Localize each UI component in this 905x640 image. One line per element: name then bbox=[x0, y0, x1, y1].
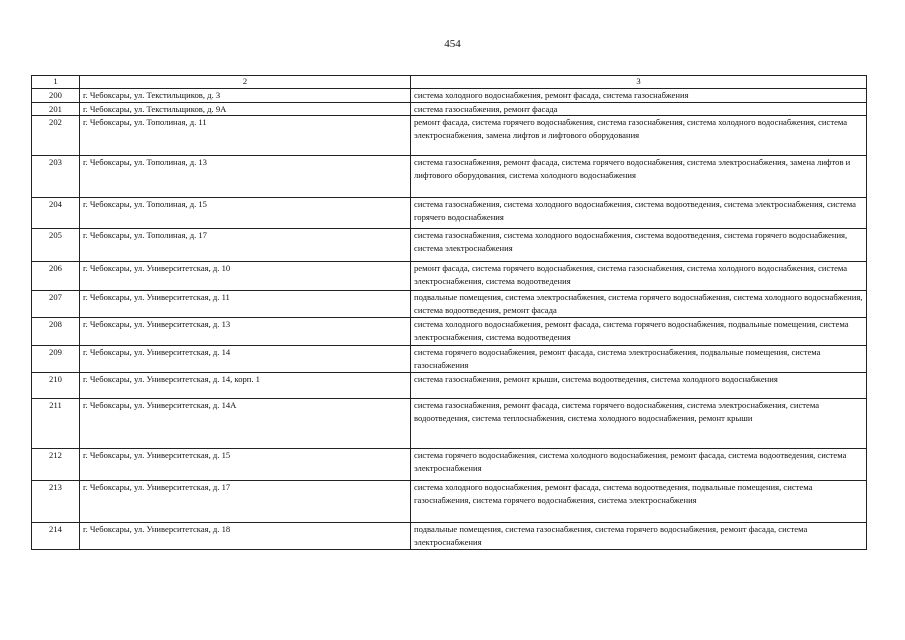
table-row bbox=[32, 346, 867, 373]
row-works: система газоснабжения, ремонт крыши, система водоотведения, система холодного водоснабжения bbox=[411, 373, 867, 399]
row-address: г. Чебоксары, ул. Текстильщиков, д. 9А bbox=[80, 102, 411, 116]
row-number: 207 bbox=[32, 291, 80, 318]
row-number: 201 bbox=[32, 102, 80, 116]
row-works: подвальные помещения, система электроснабжения, система горячего водоснабжения, система холодного водоснабжения, система водоотведения, ремонт фасада bbox=[411, 291, 867, 318]
table-row bbox=[32, 89, 867, 103]
column-header-2: 2 bbox=[80, 76, 411, 89]
row-works: подвальные помещения, система газоснабжения, система горячего водоснабжения, ремонт фасада, система электроснабжения bbox=[411, 523, 867, 550]
row-works: система газоснабжения, ремонт фасада, система горячего водоснабжения, система электроснабжения, система водоотведения, система теплоснабжения, система холодного водоснабжения, ремонт крыши bbox=[411, 399, 867, 449]
table-row bbox=[32, 262, 867, 291]
row-number: 205 bbox=[32, 229, 80, 262]
row-number: 209 bbox=[32, 346, 80, 373]
row-address: г. Чебоксары, ул. Университетская, д. 11 bbox=[80, 291, 411, 318]
row-number: 214 bbox=[32, 523, 80, 550]
table-row bbox=[32, 156, 867, 198]
row-number: 210 bbox=[32, 373, 80, 399]
address-works-table bbox=[31, 75, 867, 550]
row-address: г. Чебоксары, ул. Тополиная, д. 13 bbox=[80, 156, 411, 198]
row-works: система газоснабжения, система холодного водоснабжения, система водоотведения, система электроснабжения, система горячего водоснабжения bbox=[411, 198, 867, 229]
table-row bbox=[32, 373, 867, 399]
table-row bbox=[32, 523, 867, 550]
row-address: г. Чебоксары, ул. Университетская, д. 14 bbox=[80, 346, 411, 373]
row-works: система горячего водоснабжения, ремонт фасада, система электроснабжения, подвальные помещения, система газоснабжения bbox=[411, 346, 867, 373]
table-header-row bbox=[32, 76, 867, 89]
row-address: г. Чебоксары, ул. Университетская, д. 14А bbox=[80, 399, 411, 449]
row-number: 213 bbox=[32, 481, 80, 523]
row-number: 200 bbox=[32, 89, 80, 103]
table-row bbox=[32, 481, 867, 523]
row-works: система холодного водоснабжения, ремонт фасада, система водоотведения, подвальные помещения, система газоснабжения, система горячего водоснабжения, система электроснабжения bbox=[411, 481, 867, 523]
row-number: 206 bbox=[32, 262, 80, 291]
row-works: система газоснабжения, ремонт фасада bbox=[411, 102, 867, 116]
row-works: система горячего водоснабжения, система холодного водоснабжения, ремонт фасада, система водоотведения, система электроснабжения bbox=[411, 449, 867, 481]
row-address: г. Чебоксары, ул. Университетская, д. 15 bbox=[80, 449, 411, 481]
table-row bbox=[32, 102, 867, 116]
row-address: г. Чебоксары, ул. Тополиная, д. 17 bbox=[80, 229, 411, 262]
row-number: 202 bbox=[32, 116, 80, 156]
row-works: система газоснабжения, ремонт фасада, система горячего водоснабжения, система электроснабжения, замена лифтов и лифтового оборудования, система холодного водоснабжения bbox=[411, 156, 867, 198]
row-works: ремонт фасада, система горячего водоснабжения, система газоснабжения, система холодного водоснабжения, система электроснабжения, замена лифтов и лифтового оборудования bbox=[411, 116, 867, 156]
row-number: 203 bbox=[32, 156, 80, 198]
column-header-1: 1 bbox=[32, 76, 80, 89]
row-number: 211 bbox=[32, 399, 80, 449]
row-address: г. Чебоксары, ул. Тополиная, д. 15 bbox=[80, 198, 411, 229]
row-works: система холодного водоснабжения, ремонт фасада, система горячего водоснабжения, подвальные помещения, система электроснабжения, система водоотведения bbox=[411, 318, 867, 346]
row-works: система холодного водоснабжения, ремонт фасада, система газоснабжения bbox=[411, 89, 867, 103]
row-address: г. Чебоксары, ул. Университетская, д. 14, корп. 1 bbox=[80, 373, 411, 399]
table-row bbox=[32, 291, 867, 318]
row-address: г. Чебоксары, ул. Университетская, д. 13 bbox=[80, 318, 411, 346]
row-address: г. Чебоксары, ул. Университетская, д. 18 bbox=[80, 523, 411, 550]
row-address: г. Чебоксары, ул. Университетская, д. 10 bbox=[80, 262, 411, 291]
row-number: 208 bbox=[32, 318, 80, 346]
row-address: г. Чебоксары, ул. Тополиная, д. 11 bbox=[80, 116, 411, 156]
table-row bbox=[32, 449, 867, 481]
table-row bbox=[32, 229, 867, 262]
row-number: 204 bbox=[32, 198, 80, 229]
row-works: система газоснабжения, система холодного водоснабжения, система водоотведения, система горячего водоснабжения, система электроснабжения bbox=[411, 229, 867, 262]
column-header-3: 3 bbox=[411, 76, 867, 89]
row-address: г. Чебоксары, ул. Текстильщиков, д. 3 bbox=[80, 89, 411, 103]
row-number: 212 bbox=[32, 449, 80, 481]
table-row bbox=[32, 399, 867, 449]
table-row bbox=[32, 116, 867, 156]
row-address: г. Чебоксары, ул. Университетская, д. 17 bbox=[80, 481, 411, 523]
table-row bbox=[32, 318, 867, 346]
row-works: ремонт фасада, система горячего водоснабжения, система газоснабжения, система холодного водоснабжения, система электроснабжения, система водоотведения bbox=[411, 262, 867, 291]
page-number: 454 bbox=[444, 38, 461, 50]
table-row bbox=[32, 198, 867, 229]
